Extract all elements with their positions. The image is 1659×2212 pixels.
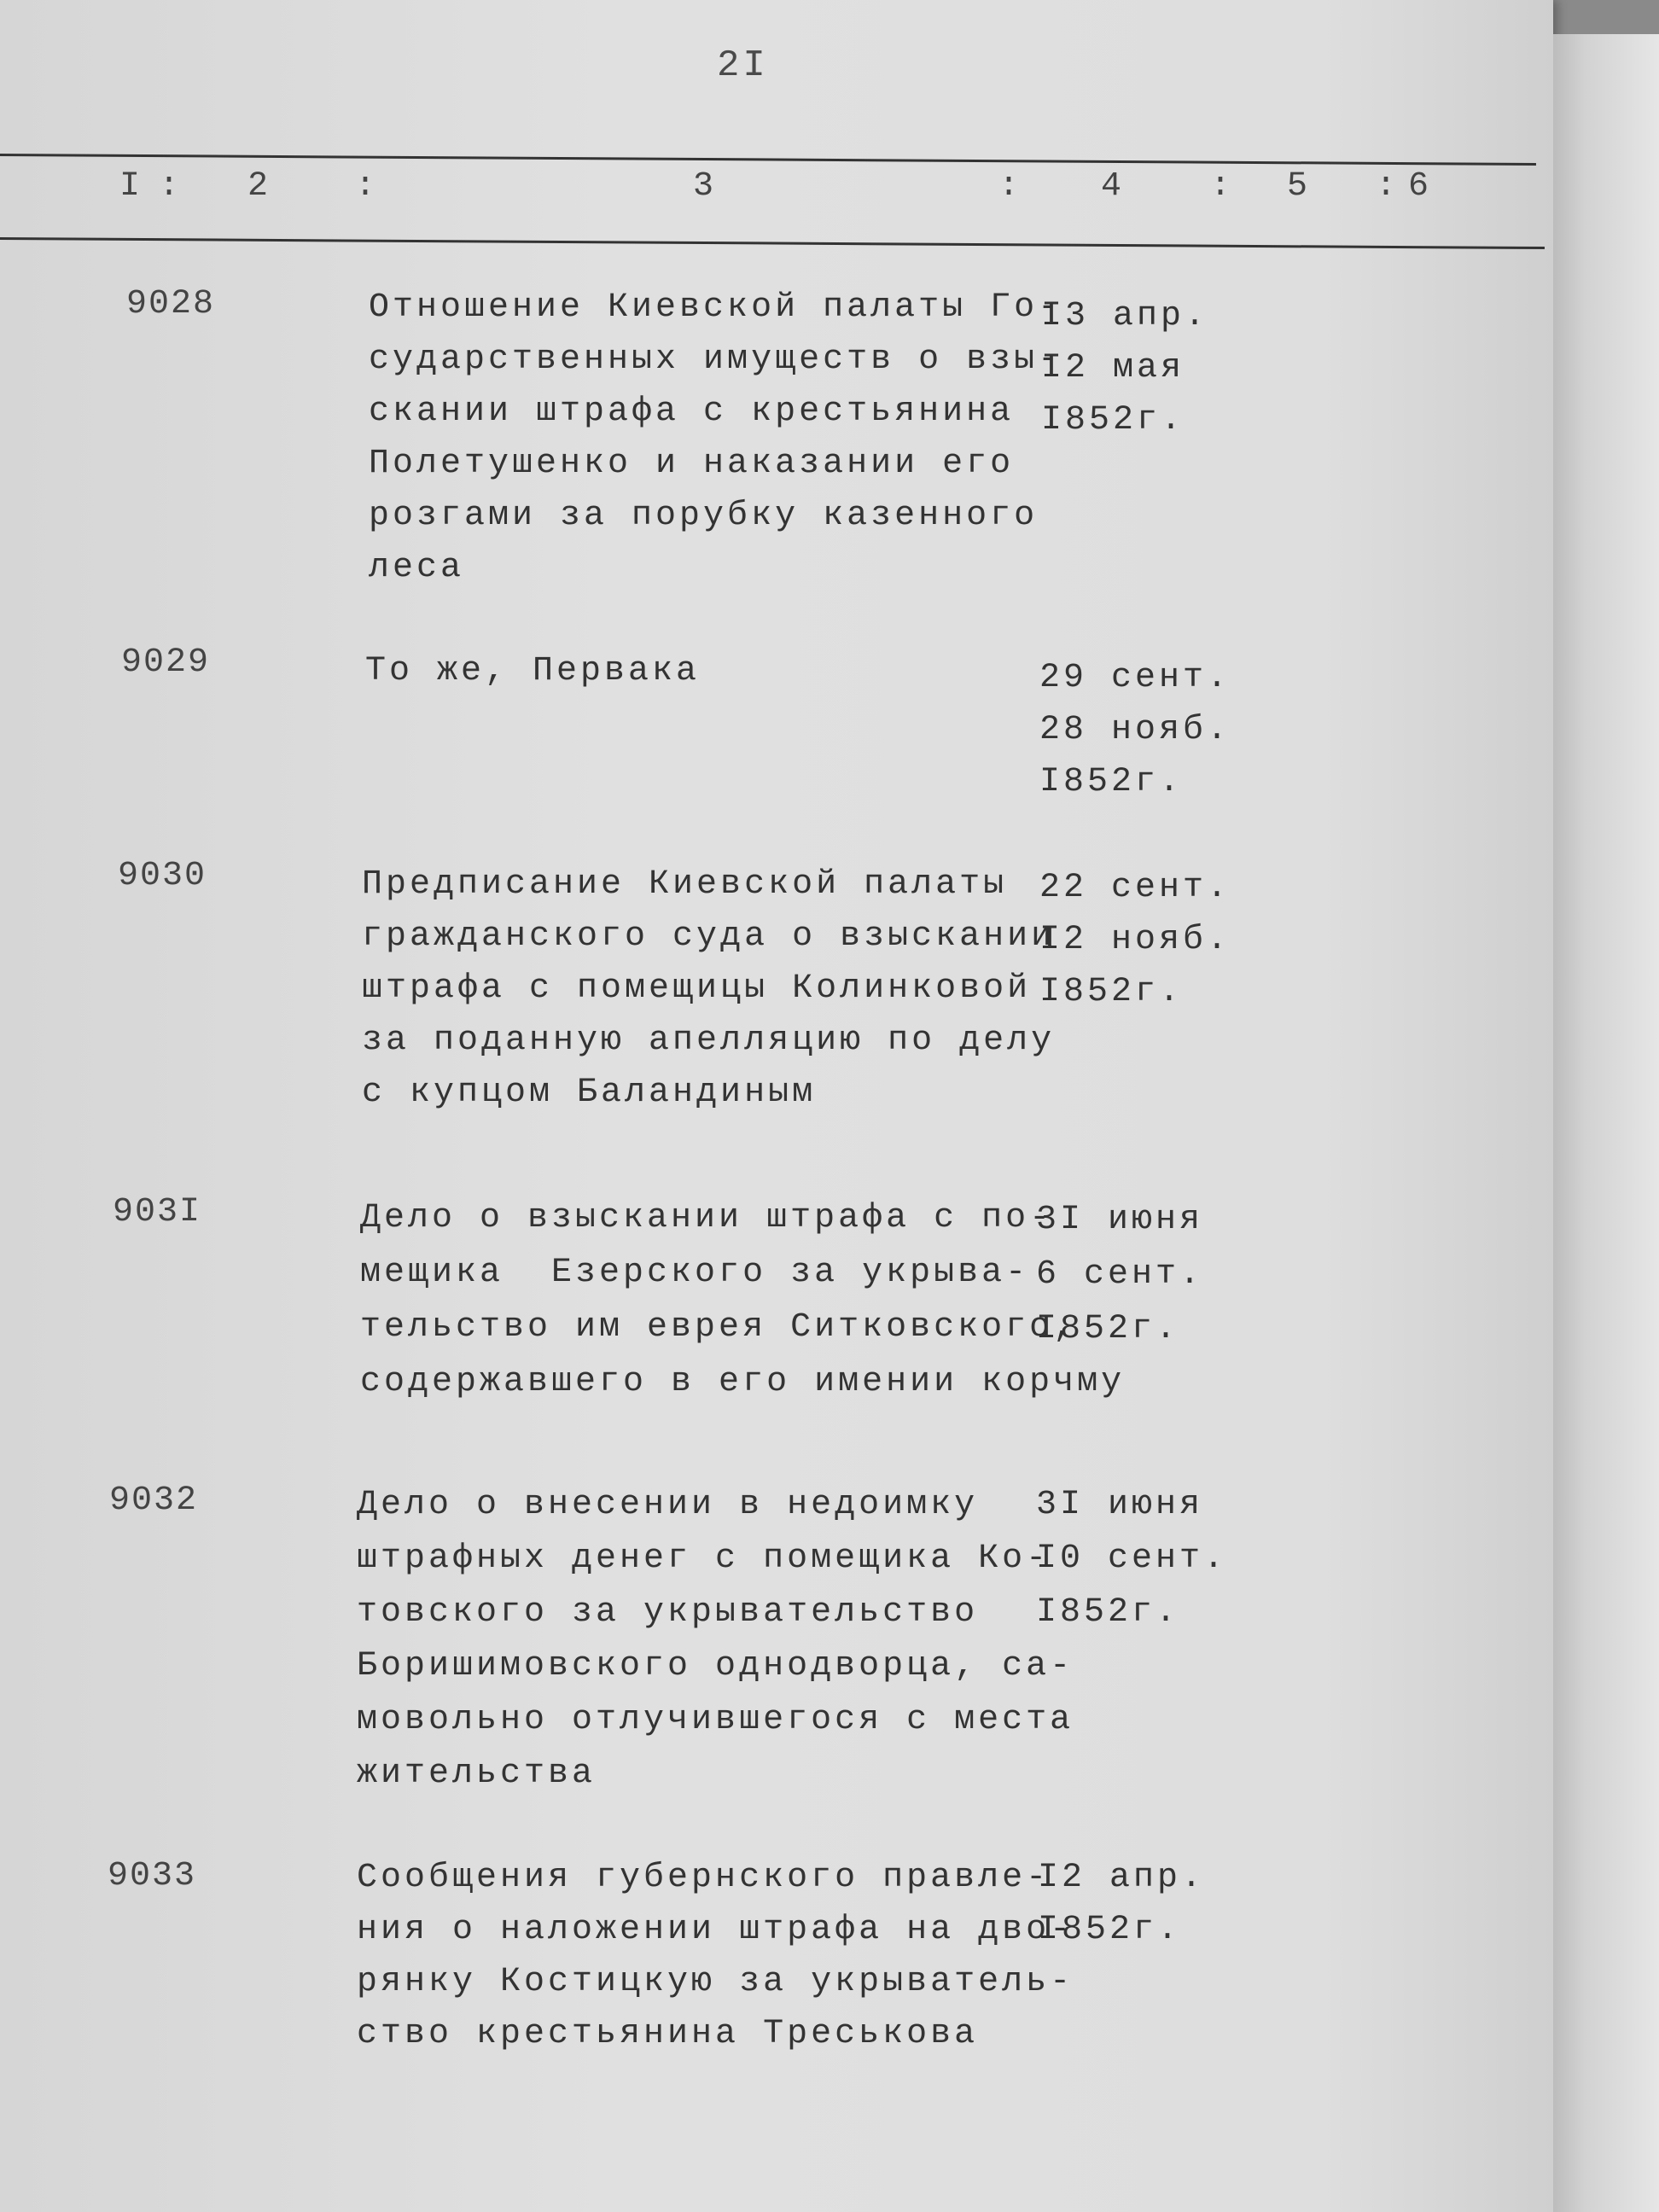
entry-description xyxy=(365,645,700,697)
column-number-2: 2 xyxy=(247,167,269,206)
entry-number: 9032 xyxy=(109,1481,199,1520)
date-line: I852г. xyxy=(1036,1593,1180,1632)
description-line: жительства xyxy=(357,1755,597,1793)
column-separator: : xyxy=(1376,167,1397,206)
description-line: мовольно отлучившегося с места xyxy=(357,1701,1074,1739)
description-line: То же, Первака xyxy=(365,652,701,690)
description-line: тельство им еврея Ситковского, xyxy=(360,1308,1078,1347)
description-line: Дело о взыскании штрафа с по- xyxy=(360,1199,1054,1237)
description-line: Отношение Киевской палаты Го- xyxy=(369,288,1062,327)
entry-number: 9030 xyxy=(118,857,207,895)
column-separator: : xyxy=(159,167,180,206)
entry-dates xyxy=(1039,862,1231,1018)
date-line: I3 апр. xyxy=(1041,297,1209,335)
column-number-4: 4 xyxy=(1101,167,1122,206)
date-line: 6 сент. xyxy=(1036,1255,1204,1294)
header-rule-bottom xyxy=(0,237,1545,249)
description-line: Сообщения губернского правле- xyxy=(357,1859,1051,1897)
description-line: леса xyxy=(369,549,465,587)
entry-number: 9033 xyxy=(108,1857,197,1895)
date-line: I852г. xyxy=(1036,1310,1180,1348)
column-number-5: 5 xyxy=(1287,167,1308,206)
date-line: I852г. xyxy=(1041,401,1185,439)
column-separator: : xyxy=(355,167,376,206)
date-line: I2 мая xyxy=(1041,349,1185,387)
description-line: скании штрафа с крестьянина xyxy=(369,393,1015,431)
date-line: I852г. xyxy=(1039,763,1184,801)
date-line: 3I июня xyxy=(1036,1201,1204,1239)
date-line: 22 сент. xyxy=(1039,869,1231,907)
column-separator: : xyxy=(998,167,1020,206)
page-number: 2I xyxy=(717,44,769,87)
entry-number: 9028 xyxy=(126,285,216,323)
entry-description xyxy=(357,1852,1074,2060)
description-line: розгами за порубку казенного xyxy=(369,497,1039,535)
date-line: I2 апр. xyxy=(1038,1859,1206,1897)
entry-description xyxy=(360,1191,1125,1410)
description-line: ния о наложении штрафа на дво- xyxy=(357,1911,1074,1949)
date-line: I0 сент. xyxy=(1036,1540,1228,1578)
date-line: 28 нояб. xyxy=(1039,711,1231,749)
entry-description xyxy=(362,859,1055,1119)
entry-dates xyxy=(1039,652,1231,808)
description-line: Предписание Киевской палаты xyxy=(362,865,1008,904)
description-line: штрафных денег с помещика Ко- xyxy=(357,1540,1051,1578)
column-number-1: I xyxy=(119,167,141,206)
description-line: гражданского суда о взыскании xyxy=(362,917,1056,956)
date-line: 3I июня xyxy=(1036,1486,1204,1524)
entry-dates xyxy=(1038,1852,1205,1956)
date-line: I852г. xyxy=(1038,1911,1182,1949)
description-line: товского за укрывательство xyxy=(357,1593,979,1632)
description-line: содержавшего в его имении корчму xyxy=(360,1363,1126,1401)
header-rule-top xyxy=(0,154,1536,166)
page-stack-edge xyxy=(1553,34,1659,2212)
entry-number: 903I xyxy=(113,1193,202,1231)
column-number-3: 3 xyxy=(693,167,714,206)
description-line: мещика Езерского за укрыва- xyxy=(360,1254,1030,1292)
date-line: I852г. xyxy=(1039,973,1184,1011)
description-line: рянку Костицкую за укрыватель- xyxy=(357,1963,1074,2001)
description-line: сударственных имуществ о взы- xyxy=(369,341,1062,379)
description-line: Дело о внесении в недоимку xyxy=(357,1486,979,1524)
description-line: за поданную апелляцию по делу xyxy=(362,1022,1056,1060)
column-number-6: 6 xyxy=(1408,167,1429,206)
description-line: Боришимовского однодворца, са- xyxy=(357,1647,1074,1685)
entry-dates xyxy=(1041,290,1208,446)
description-line: штрафа с помещицы Колинковой xyxy=(362,969,1032,1008)
description-line: ство крестьянина Треськова xyxy=(357,2015,979,2053)
date-line: 29 сент. xyxy=(1039,659,1231,697)
entry-description xyxy=(357,1478,1074,1801)
date-line: I2 нояб. xyxy=(1039,921,1231,959)
description-line: Полетушенко и наказании его xyxy=(369,445,1015,483)
entry-description xyxy=(369,282,1062,594)
entry-dates xyxy=(1036,1478,1227,1639)
entry-dates xyxy=(1036,1193,1203,1357)
description-line: с купцом Баландиным xyxy=(362,1074,817,1112)
column-separator: : xyxy=(1210,167,1231,206)
entry-number: 9029 xyxy=(121,643,211,682)
